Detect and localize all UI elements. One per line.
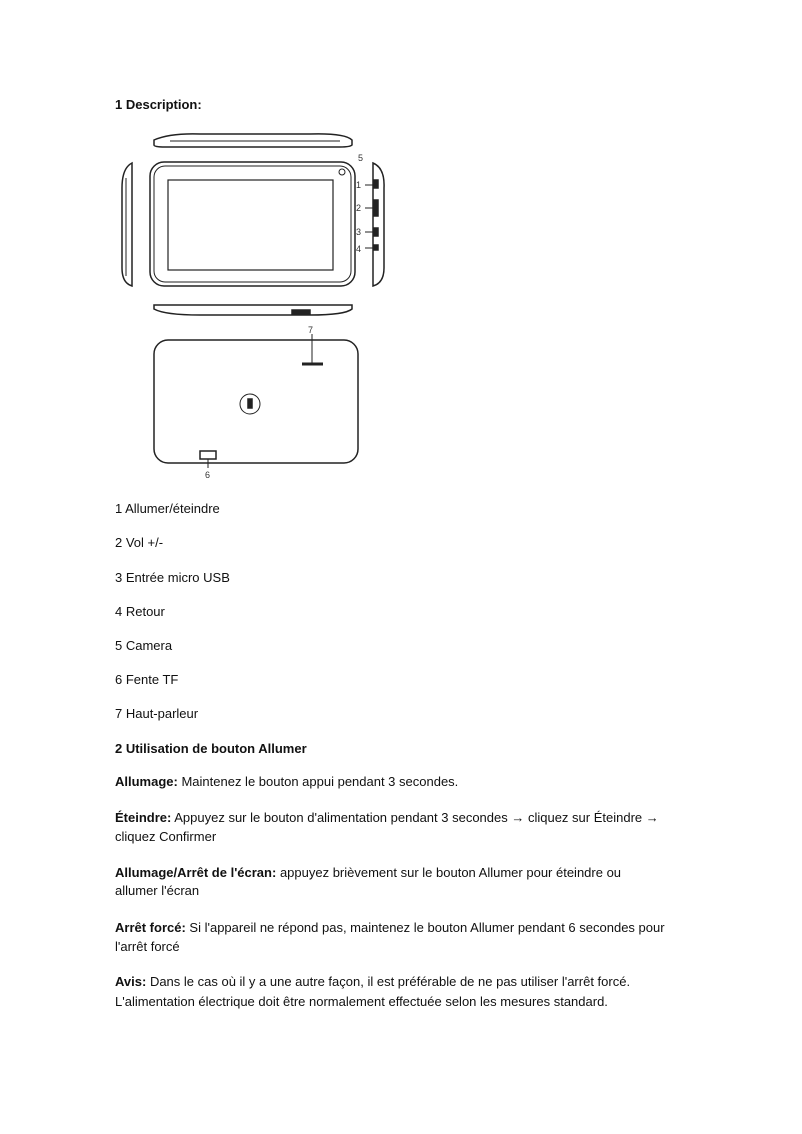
part-item: 3 Entrée micro USB	[115, 570, 230, 585]
paragraph-text: allumer l'écran	[115, 883, 200, 898]
paragraph-ecran	[115, 863, 621, 882]
paragraph-text: Dans le cas où il y a une autre façon, il est préférable de ne pas utiliser l'arrêt forcé.	[149, 974, 631, 989]
label-5: 5	[358, 153, 364, 163]
section-heading-description: 1 Description:	[115, 97, 202, 112]
part-item: 5 Camera	[115, 638, 173, 653]
paragraph-arret-force	[115, 918, 665, 937]
bottom-edge-view	[154, 305, 352, 315]
label-7: 7	[308, 325, 314, 335]
paragraph-text: Si l'appareil ne répond pas, maintenez le bouton Allumer pendant 6 secondes pour	[189, 920, 665, 935]
left-side-view	[122, 163, 132, 286]
camera-icon	[339, 169, 345, 175]
paragraph-eteindre	[115, 808, 659, 827]
paragraph-text: Maintenez le bouton appui pendant 3 secondes.	[181, 774, 459, 789]
paragraph-text: appuyez brièvement sur le bouton Allumer pour éteindre ou	[279, 865, 622, 880]
paragraph-allumage	[115, 772, 458, 791]
paragraph-text: l'arrêt forcé	[115, 939, 180, 954]
top-edge-view	[154, 134, 352, 147]
part-item: 6 Fente TF	[115, 672, 179, 687]
tablet-diagram	[110, 128, 400, 488]
paragraph-text: cliquez Confirmer	[115, 829, 217, 844]
part-item: 4 Retour	[115, 604, 165, 619]
paragraph-avis	[115, 972, 630, 991]
paragraph-label: Arrêt forcé:	[115, 920, 186, 935]
paragraph-label: Avis:	[115, 974, 147, 989]
paragraph-text: L'alimentation électrique doit être normalement effectuée selon les mesures standard.	[115, 994, 608, 1009]
back-view	[154, 340, 358, 463]
label-3: 3	[356, 227, 362, 237]
section-heading-power: 2 Utilisation de bouton Allumer	[115, 741, 307, 756]
front-view	[150, 162, 355, 286]
label-4: 4	[356, 244, 362, 254]
paragraph-text: Appuyez sur le bouton d'alimentation pendant 3 secondes → cliquez sur Éteindre →	[174, 810, 659, 825]
label-1: 1	[356, 180, 362, 190]
part-item: 1 Allumer/éteindre	[115, 501, 220, 516]
label-2: 2	[356, 203, 362, 213]
paragraph-label: Allumage:	[115, 774, 178, 789]
part-item: 2 Vol +/-	[115, 535, 164, 550]
paragraph-label: Allumage/Arrêt de l'écran:	[115, 865, 277, 880]
part-item: 7 Haut-parleur	[115, 706, 199, 721]
tf-slot	[200, 451, 216, 459]
label-6: 6	[205, 470, 211, 480]
paragraph-label: Éteindre:	[115, 810, 172, 825]
screen	[168, 180, 333, 270]
